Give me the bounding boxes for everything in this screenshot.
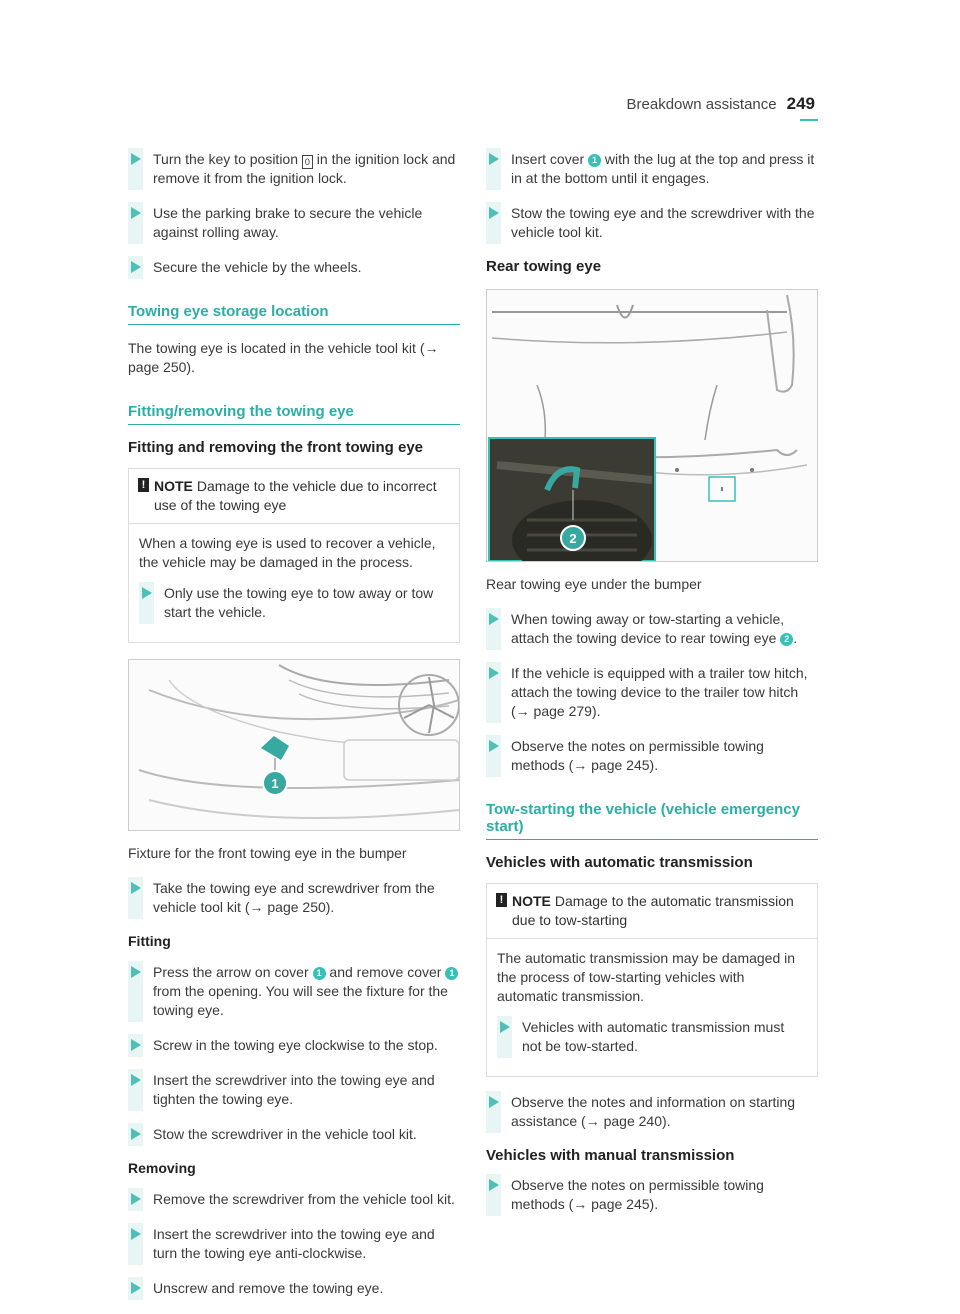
notice-step: Vehicles with automatic transmission must not be tow-started. (497, 1018, 807, 1056)
step-stow-screwdriver: Stow the screwdriver in the vehicle tool kit. (128, 1125, 460, 1144)
section-title-fitting: Fitting/removing the towing eye (128, 403, 460, 425)
step-attach-rear: When towing away or tow-starting a vehicle, attach the towing device to rear towing eye 2 . (486, 610, 818, 648)
label-fitting: Fitting (128, 933, 171, 949)
step-trailer-hitch: If the vehicle is equipped with a trailer tow hitch, attach the towing device to the trailer tow hitch (→ page 279). (486, 664, 818, 721)
notice-keyword: NOTE (154, 478, 193, 494)
step-arrow-icon (489, 1096, 499, 1108)
step-towing-methods: Observe the notes on permissible towing methods (→ page 245). (486, 737, 818, 775)
callout-1-icon: 1 (313, 967, 326, 980)
step-take-eye: Take the towing eye and screwdriver from the vehicle tool kit (→ page 250). (128, 879, 460, 917)
header-underline (800, 119, 818, 121)
step-arrow-icon (142, 587, 152, 599)
callout-2-icon: 2 (780, 633, 793, 646)
warning-icon: ! (496, 893, 507, 907)
front-bumper-illustration (129, 660, 459, 830)
subhead-manual: Vehicles with manual transmission (486, 1147, 735, 1164)
rear-bumper-illustration (487, 290, 817, 561)
step-arrow-icon (500, 1021, 510, 1033)
label-removing: Removing (128, 1160, 196, 1176)
figure-callout-label: 1 (271, 776, 279, 791)
subhead-rear-eye: Rear towing eye (486, 258, 602, 275)
notice-text: The automatic transmission may be damaged in the process of tow-starting vehicles with automatic transmission. (497, 950, 796, 1004)
step-arrow-icon (489, 207, 499, 219)
notice-text: When a towing eye is used to recover a vehicle, the vehicle may be damaged in the process. (139, 535, 436, 570)
section-title-storage: Towing eye storage location (128, 303, 460, 325)
right-column (486, 150, 818, 1230)
notice-header (487, 884, 817, 939)
subhead-front-eye: Fitting and removing the front towing eye (128, 439, 423, 456)
header-title: Breakdown assistance (626, 96, 777, 113)
notice-body (487, 939, 817, 1076)
step-arrow-icon (131, 1282, 141, 1294)
figure-rear-bumper (486, 289, 818, 562)
step-arrow-icon (131, 882, 141, 894)
figure-callout-label: 2 (569, 531, 577, 546)
step-insert-screwdriver: Insert the screwdriver into the towing eye and tighten the towing eye. (128, 1071, 460, 1109)
step-arrow-icon (131, 966, 141, 978)
step-insert-cover: Insert cover 1 with the lug at the top and press it in at the bottom until it engages. (486, 150, 818, 188)
page-header (627, 94, 815, 114)
step-arrow-icon (489, 613, 499, 625)
step-arrow-icon (489, 153, 499, 165)
step-arrow-icon (131, 207, 141, 219)
step-starting-assistance: Observe the notes and information on starting assistance (→ page 240). (486, 1093, 818, 1131)
notice-headline: Damage to the automatic transmission due to tow-starting (512, 893, 794, 928)
storage-text: The towing eye is located in the vehicle tool kit (→ page 250). (128, 340, 439, 375)
step-manual-towing: Observe the notes on permissible towing methods (→ page 245). (486, 1176, 818, 1214)
notice-body (129, 524, 459, 642)
step-arrow-icon (131, 1039, 141, 1051)
callout-1-icon: 1 (588, 154, 601, 167)
step-turn-anticlockwise: Insert the screwdriver into the towing eye and turn the towing eye anti-clockwise. (128, 1225, 460, 1263)
notice-header (129, 469, 459, 524)
notice-box (486, 883, 818, 1077)
step-arrow-icon (489, 740, 499, 752)
step-parking-brake: Use the parking brake to secure the vehicle against rolling away. (128, 204, 460, 242)
step-arrow-icon (131, 1128, 141, 1140)
step-arrow-icon (131, 1228, 141, 1240)
figure-front-bumper (128, 659, 460, 831)
notice-step: Only use the towing eye to tow away or tow start the vehicle. (139, 584, 449, 622)
step-arrow-icon (131, 261, 141, 273)
step-turn-key: Turn the key to position 0 in the ignition lock and remove it from the ignition lock. (128, 150, 460, 188)
left-column (128, 150, 460, 1314)
step-arrow-icon (489, 1179, 499, 1191)
page-number: 249 (786, 94, 815, 113)
step-screw-in: Screw in the towing eye clockwise to the stop. (128, 1036, 460, 1055)
step-press-arrow: Press the arrow on cover 1 and remove cover 1 from the opening. You will see the fixture for the towing eye. (128, 963, 460, 1020)
step-remove-screwdriver: Remove the screwdriver from the vehicle tool kit. (128, 1190, 460, 1209)
step-arrow-icon (131, 1193, 141, 1205)
step-stow-kit: Stow the towing eye and the screwdriver with the vehicle tool kit. (486, 204, 818, 242)
section-title-tow-start: Tow-starting the vehicle (vehicle emergency start) (486, 801, 818, 840)
step-arrow-icon (489, 667, 499, 679)
notice-keyword: NOTE (512, 893, 551, 909)
step-secure-wheels: Secure the vehicle by the wheels. (128, 258, 460, 277)
warning-icon: ! (138, 478, 149, 492)
step-unscrew: Unscrew and remove the towing eye. (128, 1279, 460, 1298)
key-position-icon: 0 (302, 155, 313, 169)
caption-front: Fixture for the front towing eye in the bumper (128, 845, 407, 861)
callout-1-icon: 1 (445, 967, 458, 980)
subhead-automatic: Vehicles with automatic transmission (486, 854, 753, 871)
notice-box (128, 468, 460, 643)
caption-rear: Rear towing eye under the bumper (486, 576, 702, 592)
step-arrow-icon (131, 1074, 141, 1086)
notice-headline: Damage to the vehicle due to incorrect use of the towing eye (154, 478, 437, 513)
step-arrow-icon (131, 153, 141, 165)
